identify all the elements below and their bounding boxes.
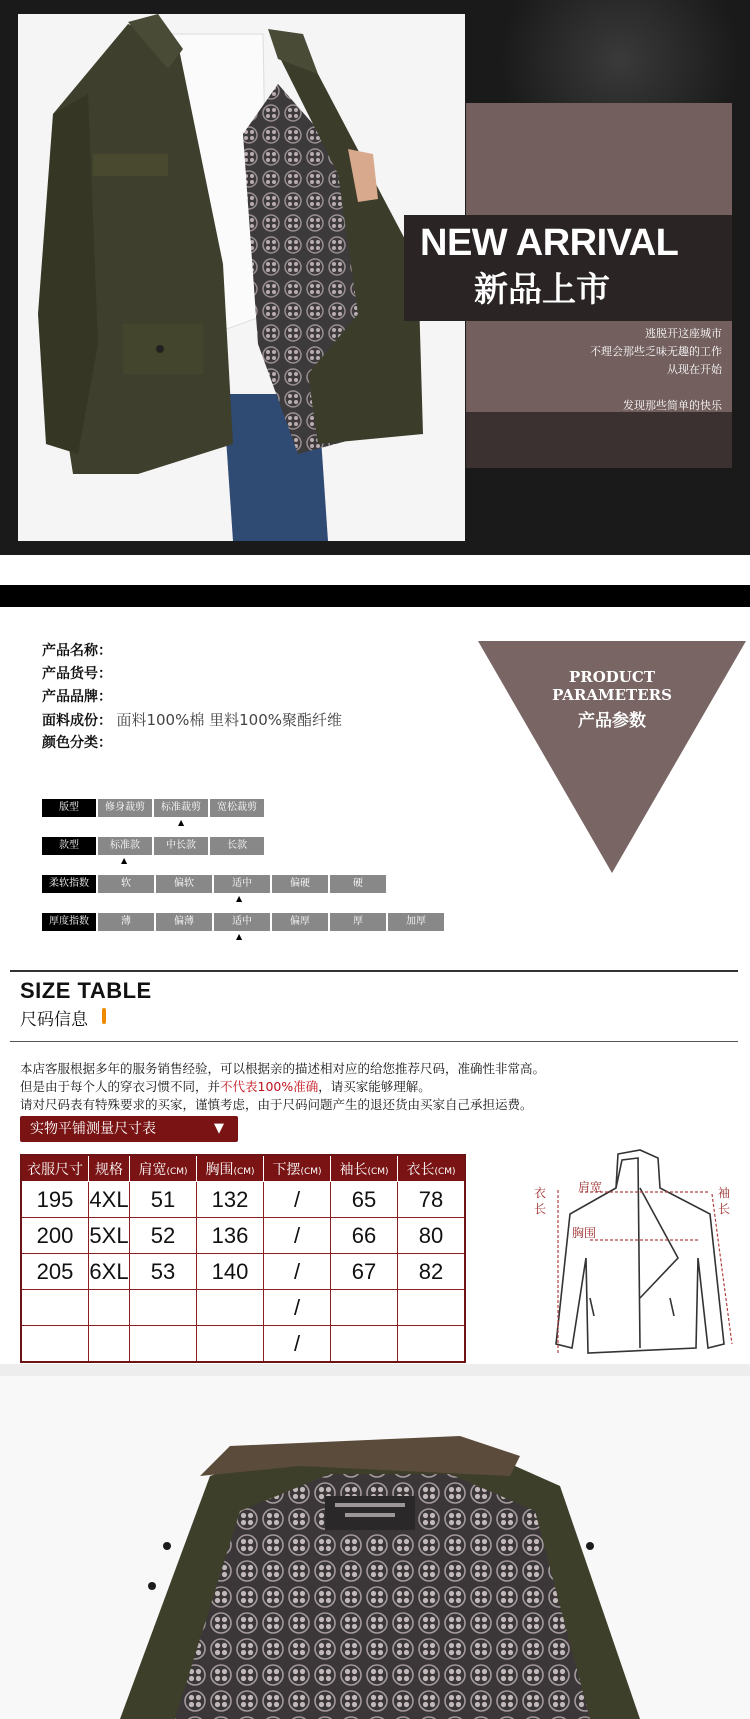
cell-size: 195 [21,1182,89,1218]
cell-chest: 132 [197,1182,264,1218]
feature-option: 加厚 [388,913,444,931]
param-value: 面料100%棉 里料100%聚酯纤维 [116,711,342,729]
cell-hem: / [264,1290,331,1326]
cell-chest [197,1290,264,1326]
size-note-3: 请对尺码表有特殊要求的买家，谨慎考虑，由于尺码问题产生的退还货由买家自己承担运费。 [20,1097,533,1112]
selection-marker: ▲ [236,932,243,941]
cell-hem: / [264,1326,331,1363]
cell-length: 80 [398,1218,466,1254]
param-label: 颜色分类： [42,735,112,751]
banner-footer-block [466,412,732,468]
table-row [21,1254,465,1290]
feature-option: 硬 [330,875,386,893]
feature-row-fit [42,799,266,817]
col-header-length: 衣长(CM) [398,1155,466,1182]
jacket-measurement-diagram [528,1148,740,1364]
selection-marker: ▲ [178,818,185,827]
cell-hem: / [264,1218,331,1254]
cell-sleeve: 67 [331,1254,398,1290]
feature-option: 宽松裁剪 [210,799,264,817]
table-row [21,1182,465,1218]
feature-option: 偏硬 [272,875,328,893]
col-header-hem: 下摆(CM) [264,1155,331,1182]
banner-line-4: 发现那些简单的快乐 [623,399,722,412]
cell-size: 205 [21,1254,89,1290]
feature-option: 厚 [330,913,386,931]
feature-option: 修身裁剪 [98,799,152,817]
section-divider [0,585,750,607]
feature-option-selected: 标准款 [98,837,152,855]
cell-spec: 4XL [89,1182,130,1218]
cell-size [21,1290,89,1326]
size-table-title-cn: 尺码信息 [20,1010,88,1030]
cell-shoulder: 52 [130,1218,197,1254]
param-label: 面料成份： [42,713,112,729]
feature-label: 款型 [42,837,96,855]
feature-option: 薄 [98,913,154,931]
col-header-spec: 规格 [89,1155,130,1182]
new-arrival-title-cn: 新品上市 [474,270,610,310]
col-header-size: 衣服尺寸 [21,1155,89,1182]
table-row [21,1290,465,1326]
measure-table-tab[interactable] [20,1116,238,1142]
note-text: 但是由于每个人的穿衣习惯不同，并 [20,1079,221,1094]
feature-label: 厚度指数 [42,913,96,931]
model-photo [18,14,465,541]
feature-option: 偏厚 [272,913,328,931]
feature-option-selected: 标准裁剪 [154,799,208,817]
cell-size [21,1326,89,1363]
col-header-shoulder: 肩宽(CM) [130,1155,197,1182]
cell-hem: / [264,1254,331,1290]
param-row-name [42,640,112,660]
param-row-color [42,732,112,752]
size-table-title: SIZE TABLE [20,978,152,1003]
param-label: 产品品牌： [42,689,112,705]
cell-length: 82 [398,1254,466,1290]
feature-label: 柔软指数 [42,875,96,893]
selection-marker: ▲ [121,856,128,865]
note-text: ，请买家能够理解。 [318,1079,431,1094]
cell-sleeve: 66 [331,1218,398,1254]
dropdown-arrow-icon: ▼ [214,1121,224,1136]
label-length-2: 长 [534,1202,547,1216]
cell-shoulder [130,1290,197,1326]
cell-chest [197,1326,264,1363]
size-section-top-rule [10,970,738,972]
badge-text-cn: 产品参数 [578,711,646,731]
banner-line-2: 不理会那些乏味无趣的工作 [590,345,722,358]
feature-option: 长款 [210,837,264,855]
label-sleeve-2: 长 [718,1202,731,1216]
cell-sleeve: 65 [331,1182,398,1218]
cell-length: 78 [398,1182,466,1218]
hero-banner [0,0,750,555]
cell-shoulder: 53 [130,1254,197,1290]
size-section-bottom-rule [10,1041,738,1042]
badge-text-parameters: PARAMETERS [552,686,672,704]
badge-text-product: PRODUCT [568,668,655,686]
feature-row-style [42,837,266,855]
size-table [20,1154,466,1363]
feature-option: 中长款 [154,837,208,855]
section-divider [0,1364,750,1376]
label-sleeve-1: 袖 [718,1186,731,1200]
feature-option: 偏软 [156,875,212,893]
note-highlight: 不代表100%准确 [220,1079,319,1094]
feature-option-selected: 适中 [214,875,270,893]
title-accent-mark [102,1008,106,1024]
cell-sleeve [331,1290,398,1326]
cell-chest: 136 [197,1218,264,1254]
cell-size: 200 [21,1218,89,1254]
label-shoulder: 肩宽 [578,1180,603,1194]
param-label: 产品名称： [42,643,112,659]
cell-shoulder [130,1326,197,1363]
size-note-2 [20,1077,431,1095]
feature-row-softness [42,875,388,893]
cell-spec: 5XL [89,1218,130,1254]
cell-hem: / [264,1182,331,1218]
size-note-1: 本店客服根据多年的服务销售经验，可以根据亲的描述相对应的给您推荐尺码，准确性非常高。 [20,1061,546,1076]
banner-line-3: 从现在开始 [667,363,722,376]
label-chest: 胸围 [572,1226,597,1240]
col-header-chest: 胸围(CM) [197,1155,264,1182]
selection-marker: ▲ [236,894,243,903]
feature-option: 偏薄 [156,913,212,931]
size-table-header-row [21,1155,465,1182]
cell-spec [89,1326,130,1363]
cell-spec [89,1290,130,1326]
cell-length [398,1290,466,1326]
col-header-sleeve: 袖长(CM) [331,1155,398,1182]
cell-sleeve [331,1326,398,1363]
cell-length [398,1326,466,1363]
param-row-fabric [42,709,342,730]
feature-label: 版型 [42,799,96,817]
table-row [21,1218,465,1254]
feature-row-thickness [42,913,446,931]
param-row-sku [42,663,112,683]
banner-line-1: 逃脱开这座城市 [645,327,722,340]
new-arrival-title: NEW ARRIVAL [420,222,679,264]
jacket-lining-photo [0,1376,750,1719]
cell-spec: 6XL [89,1254,130,1290]
cell-chest: 140 [197,1254,264,1290]
param-row-brand [42,686,112,706]
param-label: 产品货号： [42,666,112,682]
table-row [21,1326,465,1363]
measure-tab-label: 实物平铺测量尺寸表 [30,1121,156,1137]
label-length-1: 衣 [534,1186,547,1200]
feature-option: 软 [98,875,154,893]
feature-option-selected: 适中 [214,913,270,931]
cell-shoulder: 51 [130,1182,197,1218]
